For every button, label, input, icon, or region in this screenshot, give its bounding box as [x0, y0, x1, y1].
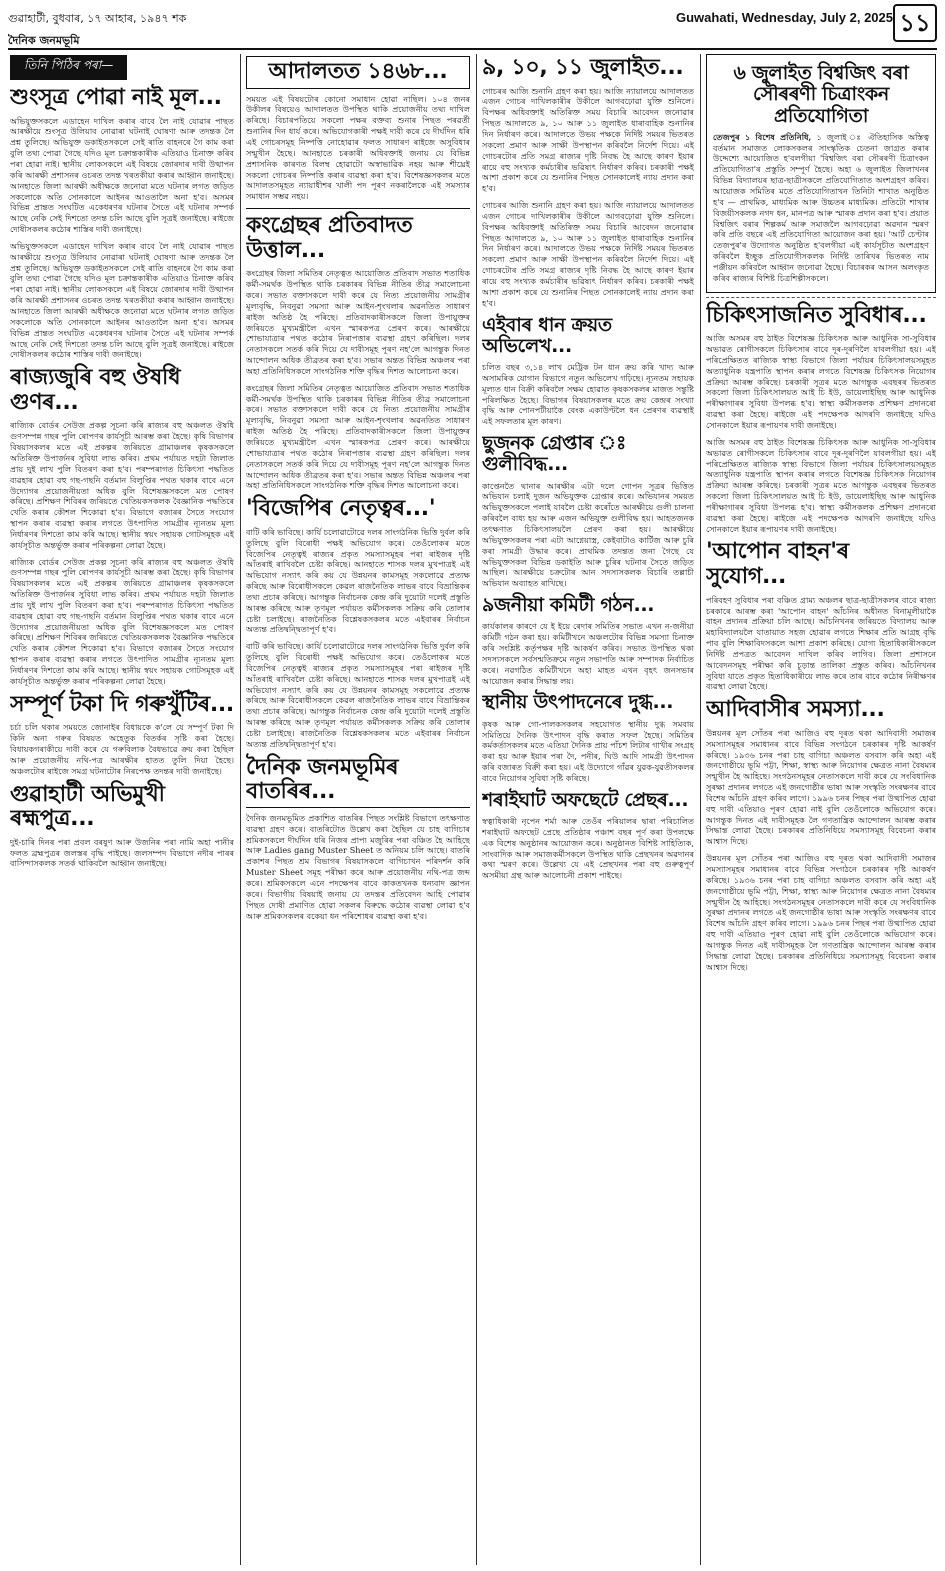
headline-col4-story1: ৬ জুলাইত বিশ্বজিৎ বৰা সৌৰৰণী চিত্ৰাংকন প্ৰতিযোগিতা [733, 62, 909, 127]
continued-kicker: তিনি পিঠিৰ পৰা— [10, 55, 127, 80]
article-body-col1-story1-cont: অভিযুক্তসকলে এডাহেন দাখিল কৰাৰ বাবে লৈ নাই যোৱাৰ পাছত আৰক্ষীয়ে শুংসূত্ৰ উলিয়াব নোৱাৰা ঘটনাই ঘোষণা আৰু তদন্তক লৈ প্ৰশ্ন তুলিছে। অভিযুক্ত ডকাইতসকলে সেই ৰাতি বাহনৰে গৈ কাম কৰা বুলি তথ্য পোৱা গৈছে যদিও মূল চক্ৰান্তকাৰীক এতিয়াও চিনাক্ত কৰিব পৰা হোৱা নাই। স্থানীয় লোকসকলে এই বিষয়ে জোৰদাৰ দাবী উত্থাপন কৰি আৰক্ষী প্ৰশাসনৰ ওচৰত তদন্ত খৰতকীয়া কৰাৰ আহ্বান জনাইছে। আনহাতে জিলা আৰক্ষী অধীক্ষকে জনোৱা মতে ঘটনাৰ লগত জড়িত সকলোকে অতি সোনকালে আইনৰ আওতালৈ অনা হ'ব। অসমৰ বিভিন্ন প্ৰান্তত সংঘটিত একেধৰণৰ ঘটনাৰ সৈতে এই ঘটনাৰ সম্পৰ্ক আছে নেকি সেই দিশতো তদন্ত চলি আছে বুলি সূত্ৰই জনাইছে। ৰাইজে দোষীসকলৰ কঠোৰ শাস্তিৰ দাবী জনাইছে। [10, 240, 234, 360]
column-divider-2 [476, 54, 477, 1565]
headline-col1-story4: গুৱাহাটী অভিমুখী ৰহ্মপুত্ৰ... [10, 781, 165, 832]
headline-col3-story6: শৰাইঘাট অফছেটে প্ৰেছৰ... [482, 788, 689, 811]
article-text-col4-story1: ১ জুলাই ঃ ঐতিহাসিক অস্তিত্ব বৰ্তমান সমাজত লোকসকলৰ সাংস্কৃতিক চেতনা জাগ্ৰত কৰাৰ উদ্দেশ্যে আয়োজিত হ'বলগীয়া 'বিশ্বজিৎ বৰা সৌৰৰণী চিত্ৰাংকন প্ৰতিযোগিতা'ৰ প্ৰস্তুতি সম্পূৰ্ণ হৈছে। অহা ৬ জুলাইত জিলাখনৰ বিভিন্ন বিদ্যালয়ৰ ছাত্ৰ-ছাত্ৰীসকলে প্ৰতিযোগিতাত অংশগ্ৰহণ কৰিব। আয়োজক সমিতিৰ মতে প্ৰতিযোগিতাখন তিনিটা শাখাত অনুষ্ঠিত হ'ব — প্ৰাথমিক, মাধ্যমিক আৰু উচ্চতৰ মাধ্যমিক। প্ৰতিটো শাখাৰ বিজয়ীসকলক নগদ ধন, মানপত্ৰ আৰু স্মাৰক প্ৰদান কৰা হ'ব। প্ৰয়াত বিশ্বজিৎ বৰাৰ শিল্পকৰ্ম আৰু সমাজলৈ আগবঢ়োৱা অৱদান স্মৰণ কৰি প্ৰতি বছৰে এই প্ৰতিযোগিতা আয়োজন কৰা হয়। 'আৰ্ট চেণ্টাৰ তেজপুৰ'ৰ উদ্যোগত অনুষ্ঠিত হ'বলগীয়া এই কাৰ্যসূচীত অংশগ্ৰহণ কৰিবলৈ ইচ্ছুক প্ৰতিযোগীসকলক নিৰ্দিষ্ট তাৰিখৰ ভিতৰত নাম পঞ্জীয়ন কৰিবলৈ আহ্বান জনোৱা হৈছে। বিচাৰকৰ আসন অলংকৃত কৰিব ৰাজ্যৰ বিশিষ্ট চিত্ৰশিল্পীসকলে। [713, 131, 930, 283]
article-body-col4-story4-cont: উন্নয়নৰ মূল সোঁতৰ পৰা আজিও বহু দূৰত থকা আদিবাসী সমাজৰ সমস্যাসমূহৰ সমাধানৰ বাবে বিভিন্ন সংগঠনে চৰকাৰৰ দৃষ্টি আকৰ্ষণ কৰিছে। ১৯৩৬ চনৰ পৰা চাহ বাগিচা অঞ্চলত বসবাস কৰি অহা এই জনগোষ্ঠীয়ে ভূমি পট্টা, শিক্ষা, স্বাস্থ্য আৰু নিয়োগৰ ক্ষেত্ৰত নানা বৈষম্যৰ সন্মুখীন হৈ আহিছে। সংগঠনসমূহৰ নেতাসকলে দাবী কৰে যে সংবিধানিক সুৰক্ষা প্ৰদানৰ লগতে এই জনগোষ্ঠীৰ ভাষা আৰু সংস্কৃতি সংৰক্ষণৰ বাবে বিশেষ আঁচনি গ্ৰহণ কৰিব লাগে। ১৯৯৬ চনৰ পিছৰ পৰা উত্থাপিত হোৱা বহু দাবী এতিয়াও পূৰণ হোৱা নাই বুলি তেওঁলোকে অভিযোগ কৰে। আগন্তুক দিনত এই দাবীসমূহক লৈ গণতান্ত্ৰিক আন্দোলন আৰম্ভ কৰাৰ সিদ্ধান্ত লোৱা হৈছে। চৰকাৰৰ প্ৰতিনিধিয়ে সমস্যাসমূহ বিবেচনা কৰাৰ আশ্বাস দিছে। [706, 853, 936, 972]
article-body-col1-story1: অভিযুক্তসকলে এডাহেন দাখিল কৰাৰ বাবে লৈ নাই যোৱাৰ পাছত আৰক্ষীয়ে শুংসূত্ৰ উলিয়াব নোৱাৰা ঘটনাই ঘোষণা আৰু তদন্তক লৈ প্ৰশ্ন তুলিছে। অভিযুক্ত ডকাইতসকলে সেই ৰাতি বাহনৰে গৈ কাম কৰা বুলি তথ্য পোৱা গৈছে যদিও মূল চক্ৰান্তকাৰীক এতিয়াও চিনাক্ত কৰিব পৰা হোৱা নাই। স্থানীয় লোকসকলে এই বিষয়ে জোৰদাৰ দাবী উত্থাপন কৰি আৰক্ষী প্ৰশাসনৰ ওচৰত তদন্ত খৰতকীয়া কৰাৰ আহ্বান জনাইছে। আনহাতে জিলা আৰক্ষী অধীক্ষকে জনোৱা মতে ঘটনাৰ লগত জড়িত সকলোকে অতি সোনকালে আইনৰ আওতালৈ অনা হ'ব। অসমৰ বিভিন্ন প্ৰান্তত সংঘটিত একেধৰণৰ ঘটনাৰ সৈতে এই ঘটনাৰ সম্পৰ্ক আছে নেকি সেই দিশতো তদন্ত চলি আছে বুলি সূত্ৰই জনাইছে। ৰাইজে দোষীসকলৰ কঠোৰ শাস্তিৰ দাবী জনাইছে। [10, 115, 234, 235]
article-body-col1-story2: ৰাজ্যিক বোৰ্ডৰ সেউজ প্ৰকল্প সূচনা কৰি ৰাজ্যৰ বহু অঞ্চলত ঔষধি গুণসম্পন্ন গছৰ পুলি ৰোপণৰ কাৰ্যসূচী আৰম্ভ কৰা হৈছে। কৃষি বিভাগৰ বিষয়াসকলৰ মতে এই প্ৰকল্পৰ জৰিয়তে গ্ৰামাঞ্চলৰ কৃষকসকলে অতিৰিক্ত উপাৰ্জনৰ সুবিধা লাভ কৰিব। প্ৰথম পৰ্যায়ত দহটা জিলাত প্ৰায় দুই লাখ পুলি বিতৰণ কৰা হ'ব। পৰম্পৰাগত চিকিৎসা পদ্ধতিত ব্যৱহাৰ হোৱা বহু গছ-গছনি বৰ্তমান বিলুপ্তিৰ পথত থকাৰ বাবে এনে উদ্যোগৰ প্ৰয়োজনীয়তা অধিক বুলি বিশেষজ্ঞসকলে মত পোষণ কৰিছে। প্ৰশিক্ষণ শিবিৰৰ জৰিয়তে খেতিয়কসকলক বৈজ্ঞানিক পদ্ধতিৰে খেতি কৰাৰ কৌশল শিকোৱা হ'ব। বিভাগে বজাৰৰ সৈতে সংযোগ স্থাপন কৰাৰ ব্যৱস্থা কৰাৰ লগতে উৎপাদিত সামগ্ৰীৰ ন্যূনতম মূল্য নিৰ্ধাৰণৰ দিশতো কাম কৰি আছে। স্থানীয় স্বয়ং সহায়ক গোটসমূহক এই কাৰ্যসূচীত অন্তৰ্ভুক্ত কৰাৰ পৰিকল্পনা লোৱা হৈছে। [10, 420, 234, 550]
page-number: ১১ [893, 4, 937, 42]
article-body-col2-story3-cont: বাটি কৰি ভাবিছে। কাৰ্যি চলোৱাটোৱে দলৰ সাংগঠনিক ভিত্তি দুৰ্বল কৰি তুলিছে বুলি বিৰোধী পক্ষই অভিযোগ কৰে। তেওঁলোকৰ মতে বিজেপিৰ নেতৃত্বই ৰাজ্যৰ প্ৰকৃত সমস্যাসমূহৰ পৰা ৰাইজৰ দৃষ্টি আঁতৰাই ৰাখিবলৈ চেষ্টা কৰিছে। আনহাতে শাসক দলৰ মুখপাত্ৰই এই অভিযোগ নস্যাৎ কৰি কয় যে উন্নয়নৰ কামসমূহ সকলোৱে প্ৰত্যক্ষ কৰিছে আৰু বিৰোধীসকলে কেৱল ৰাজনৈতিক লাভৰ বাবে বিভ্ৰান্তিকৰ তথ্য প্ৰচাৰ কৰিছে। আগন্তুক নিৰ্বাচনক কেন্দ্ৰ কৰি দুয়োটা দলেই প্ৰস্তুতি আৰম্ভ কৰিছে আৰু তৃণমূল পৰ্যায়ত কৰ্মীসকলক সক্ৰিয় কৰি তোলাৰ চেষ্টা চলাইছে। ৰাজনৈতিক বিশ্লেষকসকলৰ মতে এইবাৰৰ নিৰ্বাচন অত্যন্ত প্ৰতিদ্বন্দ্বিতাপূৰ্ণ হ'ব। [246, 641, 470, 749]
masthead [8, 4, 937, 48]
headline-col1-story1: শুংসূত্ৰ পোৱা নাই মূল... [10, 85, 222, 110]
article-body-col3-story2: চলিত বছৰ ৩,১৪ লাখ মেট্ৰিক টন ধান ক্ৰয় কৰি খাদ্য আৰু অসামৰিক যোগান বিভাগে নতুন অভিলেখ গঢ়িছে। ন্যূনতম সহায়ক মূল্যত ধান বিক্ৰী কৰিবলৈ সক্ষম হোৱাত কৃষকসকলৰ মাজত সন্তুষ্টি পৰিলক্ষিত হৈছে। বিভাগৰ বিষয়াসকলৰ মতে ক্ৰয় কেন্দ্ৰৰ সংখ্যা বৃদ্ধি আৰু পোনপটীয়াকৈ বেংক একাউণ্টলৈ ধন প্ৰেৰণৰ ব্যৱস্থাই এই সফলতাৰ মূল কাৰণ। [482, 362, 694, 427]
column-2 [246, 54, 470, 1565]
column-4 [706, 54, 936, 1565]
article-body-col3-story1-cont: গোচৰৰ আজি শুনানি গ্ৰহণ কৰা হয়। আজি ন্যায়ালয়ে আদালতত এজন গোচৰ দাখিলকাৰীৰ উকীলে আগবঢ়োৱা যুক্তি শুনিলে। বিপক্ষৰ অধিবক্তাই অতিৰিক্ত সময় বিচাৰি আবেদন জনোৱাৰ পিছত আদালতে ৯, ১০ আৰু ১১ জুলাইত ধাৰাবাহিক শুনানিৰ দিন নিৰ্ধাৰণ কৰে। আদালতে উভয় পক্ষকে নিৰ্দিষ্ট সময়ৰ ভিতৰত সকলো প্ৰমাণ আৰু সাক্ষী উপস্থাপন কৰিবলৈ নিৰ্দেশ দিয়ে। এই গোচৰটোৰ প্ৰতি সমগ্ৰ ৰাজ্যৰ দৃষ্টি নিবদ্ধ হৈ আছে কাৰণ ইয়াৰ ৰায়ে বহু সংখ্যক কৰ্মচাৰীৰ ভৱিষ্যৎ নিৰ্ধাৰণ কৰিব। চৰকাৰী পক্ষই আশা প্ৰকাশ কৰে যে শুনানিৰ পিছত সোনকালেই ন্যায় প্ৰদান কৰা হ'ব। [482, 200, 694, 308]
article-body-col3-story5: কৃষক আৰু গো-পালকসকলৰ সহযোগত স্থানীয় দুগ্ধ সমবায় সমিতিয়ে দৈনিক উৎপাদন বৃদ্ধি কৰাত সফল হৈছে। সমিতিৰ কৰ্মকৰ্তাসকলৰ মতে এতিয়া দৈনিক প্ৰায় পাঁচশ লিটাৰ গাখীৰ সংগ্ৰহ কৰা হয় আৰু ইয়াৰ পৰা দৈ, পনীৰ, ঘিউ আদি সামগ্ৰী উৎপাদন কৰি বজাৰত বিক্ৰী কৰা হয়। এই উদ্যোগে গাঁৱৰ যুৱক-যুৱতীসকলৰ বাবে নিয়োগৰ সুবিধা সৃষ্টি কৰিছে। [482, 718, 694, 783]
headline-col2-story1: আদালতত ১৪৬৮... [246, 56, 470, 89]
dotted-divider [706, 297, 936, 298]
article-body-col4-story4: উন্নয়নৰ মূল সোঁতৰ পৰা আজিও বহু দূৰত থকা আদিবাসী সমাজৰ সমস্যাসমূহৰ সমাধানৰ বাবে বিভিন্ন সংগঠনে চৰকাৰৰ দৃষ্টি আকৰ্ষণ কৰিছে। ১৯৩৬ চনৰ পৰা চাহ বাগিচা অঞ্চলত বসবাস কৰি অহা এই জনগোষ্ঠীয়ে ভূমি পট্টা, শিক্ষা, স্বাস্থ্য আৰু নিয়োগৰ ক্ষেত্ৰত নানা বৈষম্যৰ সন্মুখীন হৈ আহিছে। সংগঠনসমূহৰ নেতাসকলে দাবী কৰে যে সংবিধানিক সুৰক্ষা প্ৰদানৰ লগতে এই জনগোষ্ঠীৰ ভাষা আৰু সংস্কৃতি সংৰক্ষণৰ বাবে বিশেষ আঁচনি গ্ৰহণ কৰিব লাগে। ১৯৯৬ চনৰ পিছৰ পৰা উত্থাপিত হোৱা বহু দাবী এতিয়াও পূৰণ হোৱা নাই বুলি তেওঁলোকে অভিযোগ কৰে। আগন্তুক দিনত এই দাবীসমূহক লৈ গণতান্ত্ৰিক আন্দোলন আৰম্ভ কৰাৰ সিদ্ধান্ত লোৱা হৈছে। চৰকাৰৰ প্ৰতিনিধিয়ে সমস্যাসমূহ বিবেচনা কৰাৰ আশ্বাস দিছে। [706, 727, 936, 847]
masthead-date-assamese: গুৱাহাটী, বুধবাৰ, ১৭ আহাৰ, ১৯৪৭ শক [8, 12, 187, 25]
masthead-brand: দৈনিক জনমভূমি [8, 34, 80, 47]
headline-col2-story4: দৈনিক জনমভূমিৰ বাতৰিৰ... [246, 756, 470, 808]
article-body-col1-story2-cont: ৰাজ্যিক বোৰ্ডৰ সেউজ প্ৰকল্প সূচনা কৰি ৰাজ্যৰ বহু অঞ্চলত ঔষধি গুণসম্পন্ন গছৰ পুলি ৰোপণৰ কাৰ্যসূচী আৰম্ভ কৰা হৈছে। কৃষি বিভাগৰ বিষয়াসকলৰ মতে এই প্ৰকল্পৰ জৰিয়তে গ্ৰামাঞ্চলৰ কৃষকসকলে অতিৰিক্ত উপাৰ্জনৰ সুবিধা লাভ কৰিব। প্ৰথম পৰ্যায়ত দহটা জিলাত প্ৰায় দুই লাখ পুলি বিতৰণ কৰা হ'ব। পৰম্পৰাগত চিকিৎসা পদ্ধতিত ব্যৱহাৰ হোৱা বহু গছ-গছনি বৰ্তমান বিলুপ্তিৰ পথত থকাৰ বাবে এনে উদ্যোগৰ প্ৰয়োজনীয়তা অধিক বুলি বিশেষজ্ঞসকলে মত পোষণ কৰিছে। প্ৰশিক্ষণ শিবিৰৰ জৰিয়তে খেতিয়কসকলক বৈজ্ঞানিক পদ্ধতিৰে খেতি কৰাৰ কৌশল শিকোৱা হ'ব। বিভাগে বজাৰৰ সৈতে সংযোগ স্থাপন কৰাৰ ব্যৱস্থা কৰাৰ লগতে উৎপাদিত সামগ্ৰীৰ ন্যূনতম মূল্য নিৰ্ধাৰণৰ দিশতো কাম কৰি আছে। স্থানীয় স্বয়ং সহায়ক গোটসমূহক এই কাৰ্যসূচীত অন্তৰ্ভুক্ত কৰাৰ পৰিকল্পনা লোৱা হৈছে। [10, 556, 234, 686]
headline-col3-story5: স্থানীয় উৎপাদনেৰে দুগ্ধ... [482, 691, 674, 714]
column-divider-3 [700, 54, 701, 1565]
headline-col3-story1: ৯, ১০, ১১ জুলাইত... [482, 55, 684, 80]
article-body-col3-story1: গোচৰৰ আজি শুনানি গ্ৰহণ কৰা হয়। আজি ন্যায়ালয়ে আদালতত এজন গোচৰ দাখিলকাৰীৰ উকীলে আগবঢ়োৱা যুক্তি শুনিলে। বিপক্ষৰ অধিবক্তাই অতিৰিক্ত সময় বিচাৰি আবেদন জনোৱাৰ পিছত আদালতে ৯, ১০ আৰু ১১ জুলাইত ধাৰাবাহিক শুনানিৰ দিন নিৰ্ধাৰণ কৰে। আদালতে উভয় পক্ষকে নিৰ্দিষ্ট সময়ৰ ভিতৰত সকলো প্ৰমাণ আৰু সাক্ষী উপস্থাপন কৰিবলৈ নিৰ্দেশ দিয়ে। এই গোচৰটোৰ প্ৰতি সমগ্ৰ ৰাজ্যৰ দৃষ্টি নিবদ্ধ হৈ আছে কাৰণ ইয়াৰ ৰায়ে বহু সংখ্যক কৰ্মচাৰীৰ ভৱিষ্যৎ নিৰ্ধাৰণ কৰিব। চৰকাৰী পক্ষই আশা প্ৰকাশ কৰে যে শুনানিৰ পিছত সোনকালেই ন্যায় প্ৰদান কৰা হ'ব। [482, 85, 694, 194]
article-body-col4-story3: পৰিবহণ সুবিধাৰ পৰা বঞ্চিত গ্ৰাম্য অঞ্চলৰ ছাত্ৰ-ছাত্ৰীসকলৰ বাবে ৰাজ্য চৰকাৰে আৰম্ভ কৰা 'আপোন বাহন' আঁচনিৰ অধীনত বিনামূলীয়াকৈ বাহন প্ৰদানৰ প্ৰক্ৰিয়া চলি আছে। আঁচনিখনৰ জৰিয়তে বিদ্যালয় আৰু মহাবিদ্যালয়লৈ যাতায়াত সহজ হোৱাৰ লগতে শিক্ষাৰ প্ৰতি আগ্ৰহ বৃদ্ধি পাব বুলি শিক্ষাবিদসকলে আশা প্ৰকাশ কৰিছে। যোগ্য হিতাধিকাৰীসকলে নিৰ্দিষ্ট প্ৰপত্ৰত আবেদন দাখিল কৰিব লাগিব। জিলা প্ৰশাসনে আবেদনসমূহ পৰীক্ষা কৰি চূড়ান্ত তালিকা প্ৰস্তুত কৰিব। আঁচনিখনৰ সুবিধা যাতে প্ৰকৃত হিতাধিকাৰীয়ে লাভ কৰে তাৰ বাবে কঠোৰ নিৰীক্ষণৰ ব্যৱস্থা লোৱা হৈছে। [706, 594, 936, 692]
article-body-col2-story4: দৈনিক জনমভূমিত প্ৰকাশিত বাতৰিৰ পিছত সংশ্লিষ্ট বিভাগে তৎক্ষণাত ব্যৱস্থা গ্ৰহণ কৰে। বাতৰিটোত উল্লেখ কৰা হৈছিল যে চাহ বাগিচাৰ শ্ৰমিকসকলে দীৰ্ঘদিন ধৰি নিজৰ প্ৰাপ্য মজুৰিৰ পৰা বঞ্চিত হৈ আহিছে আৰু Ladies gang Muster Sheet ত অনিয়ম চলি আছে। বাতৰি প্ৰকাশৰ পিছত শ্ৰম বিভাগৰ বিষয়াসকলে বাগিচাখন পৰিদৰ্শন কৰি Muster Sheet সমূহ পৰীক্ষা কৰে আৰু প্ৰয়োজনীয় নথি-পত্ৰ জব্দ কৰে। শ্ৰমিকসকলে এনে পদক্ষেপৰ বাবে কাকতখনক ধন্যবাদ জ্ঞাপন কৰে। বিভাগীয় বিষয়াই জনায় যে তদন্তৰ প্ৰতিবেদন আহি পোৱাৰ পিছত দোষী প্ৰমাণিত হোৱা সকলৰ বিৰুদ্ধে কঠোৰ ব্যৱস্থা লোৱা হ'ব আৰু শ্ৰমিকসকলৰ বকেয়া ধন পৰিশোধৰ ব্যৱস্থা কৰা হ'ব। [246, 812, 470, 921]
article-body-col3-story6: স্বত্বাধিকাৰী নৃপেন শৰ্মা আৰু তেওঁৰ পৰিয়ালৰ দ্বাৰা পৰিচালিত শৰাইঘাট অফছেট প্ৰেছে প্ৰতিষ্ঠাৰ পঞ্চাশ বছৰ পূৰ্ণ কৰা উপলক্ষে এক বিশেষ অনুষ্ঠানৰ আয়োজন কৰে। অনুষ্ঠানত বিশিষ্ট সাহিত্যিক, সাংবাদিক আৰু সমাজকৰ্মীসকলে উপস্থিত থাকি প্ৰেছখনৰ অৱদানৰ কথা স্মৰণ কৰে। উল্লেখ্য যে এই প্ৰেছখনৰ পৰা বহু গুৰুত্বপূৰ্ণ অসমীয়া গ্ৰন্থ আৰু আলোচনী প্ৰকাশ পাইছে। [482, 815, 694, 881]
article-body-col4-story2-cont: আজি অসমৰ বহু ঠাইত বিশেষজ্ঞ চিকিৎসক আৰু আধুনিক সা-সুবিধাৰ অভাৱত ৰোগীসকলে চিকিৎসাৰ বাবে দূৰ-দূৰণিলৈ যাবলগীয়া হয়। এই পৰিপ্ৰেক্ষিতত ৰাজ্যিক স্বাস্থ্য বিভাগে জিলা পৰ্যায়ৰ চিকিৎসালয়সমূহত অত্যাধুনিক যন্ত্ৰপাতি স্থাপন কৰাৰ লগতে বিশেষজ্ঞ চিকিৎসক নিয়োগৰ প্ৰক্ৰিয়া আৰম্ভ কৰিছে। চৰকাৰী সূত্ৰৰ মতে আগন্তুক এবছৰৰ ভিতৰত সকলো জিলা চিকিৎসালয়ত আই চি ইউ, ডায়েলাইছিছ আৰু আধুনিক পৰীক্ষাগাৰৰ সুবিধা উপলব্ধ হ'ব। স্বাস্থ্য কৰ্মীসকলক প্ৰশিক্ষণ প্ৰদানৰো ব্যৱস্থা কৰা হৈছে। ৰাইজে এই পদক্ষেপক আদৰণি জনাইছে যদিও সোনকালে ইয়াৰ ৰূপায়ণৰ দাবী জনাইছে। [706, 436, 936, 534]
masthead-date-english: Guwahati, Wednesday, July 2, 2025 [676, 10, 893, 25]
article-body-col1-story3: চৰ্চা চলি থকাৰ সময়তে জোনাইৰ বিধায়কে ক'লে যে সম্পূৰ্ণ টকা দি কিনি অনা গৰুৰ বিষয়ত অহেতুক বিতৰ্কৰ সৃষ্টি কৰা হৈছে। বিধায়কগৰাকীয়ে দাবী কৰে যে গৰুবিলাক বৈধভাৱে ক্ৰয় কৰা হৈছিল আৰু প্ৰয়োজনীয় নথি-পত্ৰ আৰক্ষীৰ হাতত তুলি দিয়া হৈছে। অঞ্চলটোৰ ৰাইজে সমগ্ৰ ঘটনাটোৰ নিৰপেক্ষ তদন্তৰ দাবী জনাইছে। [10, 722, 234, 776]
article-body-col1-story4: দুই-চাৰি দিনৰ পৰা প্ৰবল বৰষুণ আৰু উজনিৰ পৰা নামি অহা পানীৰ ফলত ব্ৰহ্মপুত্ৰৰ জলস্তৰ বৃদ্ধি পাইছে। জলসম্পদ বিভাগে নদীৰ পাৰৰ বাসিন্দাসকলক সতৰ্ক থাকিবলৈ আহ্বান জনাইছে। [10, 836, 234, 869]
article-body-col4-story1 [713, 132, 929, 284]
column-1 [10, 54, 234, 1565]
headline-col3-story3: ছুজনক গ্ৰেপ্তাৰ ঃ গুলীবিদ্ধ... [482, 432, 627, 476]
article-body-col2-story1: সময়ত এই বিষয়টোৰ কোনো সমাধান হোৱা নাছিল। ১০৪ জনৰ উকীলৰ বিষয়েও আদালতত উপস্থিত থাকি প্ৰয়োজনীয় তথ্য দাখিল কৰিছে। বিচাৰপতিয়ে সকলো পক্ষৰ বক্তব্য শুনাৰ পিছত পৰৱৰ্তী শুনানিৰ দিন ধাৰ্য কৰে। অভিযোগকাৰী পক্ষই দাবী কৰে যে দীৰ্ঘদিন ধৰি এই গোচৰসমূহ নিষ্পত্তি নোহোৱাৰ ফলত সাধাৰণ ৰাইজে অসুবিধাৰ সন্মুখীন হৈছে। আনহাতে চৰকাৰী অধিবক্তাই জনায় যে বিভিন্ন প্ৰশাসনিক কাৰণত বিলম্ব হোৱাটো অস্বাভাৱিক নহয় আৰু শীঘ্ৰেই সকলো গোচৰৰ নিষ্পত্তি কৰাৰ ব্যৱস্থা কৰা হ'ব। বিশেষজ্ঞসকলৰ মতে আদালতসমূহত ন্যায়াধীশৰ খালী পদ পূৰণ নকৰালৈকে এই সমস্যাৰ সমাধান সম্ভৱ নহয়। [246, 93, 470, 202]
headline-col1-story2: ৰাজ্যজুৰি বহু ঔষধি গুণৰ... [10, 365, 181, 415]
headline-col2-story2: কংগ্ৰেছৰ প্ৰতিবাদত উত্তাল... [246, 213, 413, 263]
article-body-col3-story4: কাৰ্যকালৰ কাৰণে যে ই ইয়ে ৰেদাৰ সমিতিৰ সভাত এখন ন-জনীয়া কমিটী গঠন কৰা হয়। কমিটীখনে অঞ্চলটোৰ বিভিন্ন সমস্যা চিনাক্ত কৰি সংশ্লিষ্ট কৰ্তৃপক্ষৰ দৃষ্টি আকৰ্ষণ কৰিব। সভাত উপস্থিত থকা সদস্যসকলে সৰ্বসন্মতিক্ৰমে নতুন সভাপতি আৰু সম্পাদক নিৰ্বাচিত কৰে। নৱগঠিত কমিটীখনে অহা মাহত এখন বৃহৎ জনসভাৰ আয়োজন কৰাৰ সিদ্ধান্ত লয়। [482, 621, 694, 686]
headline-col2-story3: 'বিজেপিৰ নেতৃত্বৰ...' [246, 496, 436, 522]
masthead-rule [8, 48, 937, 50]
section-rule [246, 208, 470, 209]
article-body-col2-story3: বাটি কৰি ভাবিছে। কাৰ্যি চলোৱাটোৱে দলৰ সাংগঠনিক ভিত্তি দুৰ্বল কৰি তুলিছে বুলি বিৰোধী পক্ষই অভিযোগ কৰে। তেওঁলোকৰ মতে বিজেপিৰ নেতৃত্বই ৰাজ্যৰ প্ৰকৃত সমস্যাসমূহৰ পৰা ৰাইজৰ দৃষ্টি আঁতৰাই ৰাখিবলৈ চেষ্টা কৰিছে। আনহাতে শাসক দলৰ মুখপাত্ৰই এই অভিযোগ নস্যাৎ কৰি কয় যে উন্নয়নৰ কামসমূহ সকলোৱে প্ৰত্যক্ষ কৰিছে আৰু বিৰোধীসকলে কেৱল ৰাজনৈতিক লাভৰ বাবে বিভ্ৰান্তিকৰ তথ্য প্ৰচাৰ কৰিছে। আগন্তুক নিৰ্বাচনক কেন্দ্ৰ কৰি দুয়োটা দলেই প্ৰস্তুতি আৰম্ভ কৰিছে আৰু তৃণমূল পৰ্যায়ত কৰ্মীসকলক সক্ৰিয় কৰি তোলাৰ চেষ্টা চলাইছে। ৰাজনৈতিক বিশ্লেষকসকলৰ মতে এইবাৰৰ নিৰ্বাচন অত্যন্ত প্ৰতিদ্বন্দ্বিতাপূৰ্ণ হ'ব। [246, 526, 470, 635]
dateline: তেজপুৰ ১ বিশেষ প্ৰতিনিধি, [713, 131, 812, 142]
article-body-col2-story2-cont: কংগ্ৰেছৰ জিলা সমিতিৰ নেতৃত্বত আয়োজিত প্ৰতিবাদ সভাত শতাধিক কৰ্মী-সমৰ্থক উপস্থিত থাকি চৰকাৰৰ বিভিন্ন নীতিৰ তীব্ৰ সমালোচনা কৰে। সভাত বক্তাসকলে দাবী কৰে যে নিত্য প্ৰয়োজনীয় সামগ্ৰীৰ মূল্যবৃদ্ধি, নিবনুৱা সমস্যা আৰু আইন-শৃংখলাৰ অৱনতিত সাধাৰণ ৰাইজ অতিষ্ঠ হৈ পৰিছে। প্ৰতিবাদকাৰীসকলে জিলা উপায়ুক্তৰ জৰিয়তে মুখ্যমন্ত্ৰীলৈ এখন স্মাৰকপত্ৰ প্ৰেৰণ কৰে। আৰক্ষীয়ে শোভাযাত্ৰাৰ পথত কঠোৰ নিৰাপত্তাৰ ব্যৱস্থা গ্ৰহণ কৰিছিল। দলৰ নেতাসকলে সতৰ্ক কৰি দিয়ে যে দাবীসমূহ পূৰণ নহ'লে আগন্তুক দিনত আন্দোলন অধিক তীব্ৰতৰ কৰা হ'ব। সভাৰ অন্তত বিভিন্ন অঞ্চলৰ পৰা অহা প্ৰতিনিধিসকলে সাংগঠনিক শক্তি বৃদ্ধিৰ দিশত আলোচনা কৰে। [246, 382, 470, 491]
headline-col4-story2: চিকিৎসাজনিত সুবিধাৰ... [706, 302, 927, 328]
headline-col4-story3: 'আপোন বাহন'ৰ সুযোগ... [706, 539, 849, 590]
boxed-story-competition [706, 54, 936, 293]
article-body-col3-story3: কাপ্তেনতৈ থানাৰ আৰক্ষীৰ এটা দলে গোপন সূত্ৰৰ ভিত্তিত অভিযান চলাই দুজন অভিযুক্তক গ্ৰেপ্তাৰ কৰে। অভিযানৰ সময়ত অভিযুক্তসকলে পলাই যাবলৈ চেষ্টা কৰোঁতে আৰক্ষীয়ে গুলী চালনা কৰিবলৈ বাধ্য হয় আৰু এজন অভিযুক্ত গুলীবিদ্ধ হয়। আহতজনক তৎক্ষণাত চিকিৎসালয়লৈ প্ৰেৰণ কৰা হয়। আৰক্ষীয়ে অভিযুক্তসকলৰ পৰা এটা আগ্নেয়াস্ত্ৰ, কেইবাটাও কাৰ্টিজ আৰু চুৰি কৰা সামগ্ৰী উদ্ধাৰ কৰে। প্ৰাথমিক তদন্তত জনা গৈছে যে অভিযুক্তসকল বিভিন্ন ডকাইতি আৰু চুৰিৰ ঘটনাৰ সৈতে জড়িত আছিল। আৰক্ষীয়ে চক্ৰটোৰ আন সদস্যসকলক বিচাৰি তল্লাচী অভিযান অব্যাহত ৰাখিছে। [482, 480, 694, 589]
article-body-col4-story2: আজি অসমৰ বহু ঠাইত বিশেষজ্ঞ চিকিৎসক আৰু আধুনিক সা-সুবিধাৰ অভাৱত ৰোগীসকলে চিকিৎসাৰ বাবে দূৰ-দূৰণিলৈ যাবলগীয়া হয়। এই পৰিপ্ৰেক্ষিতত ৰাজ্যিক স্বাস্থ্য বিভাগে জিলা পৰ্যায়ৰ চিকিৎসালয়সমূহত অত্যাধুনিক যন্ত্ৰপাতি স্থাপন কৰাৰ লগতে বিশেষজ্ঞ চিকিৎসক নিয়োগৰ প্ৰক্ৰিয়া আৰম্ভ কৰিছে। চৰকাৰী সূত্ৰৰ মতে আগন্তুক এবছৰৰ ভিতৰত সকলো জিলা চিকিৎসালয়ত আই চি ইউ, ডায়েলাইছিছ আৰু আধুনিক পৰীক্ষাগাৰৰ সুবিধা উপলব্ধ হ'ব। স্বাস্থ্য কৰ্মীসকলক প্ৰশিক্ষণ প্ৰদানৰো ব্যৱস্থা কৰা হৈছে। ৰাইজে এই পদক্ষেপক আদৰণি জনাইছে যদিও সোনকালে ইয়াৰ ৰূপায়ণৰ দাবী জনাইছে। [706, 333, 936, 430]
headline-col3-story2: এইবাৰ ধান ক্ৰয়ত অভিলেখ... [482, 313, 612, 357]
headline-col3-story4: ৯জনীয়া কমিটী গঠন... [482, 594, 655, 617]
article-body-col2-story2: কংগ্ৰেছৰ জিলা সমিতিৰ নেতৃত্বত আয়োজিত প্ৰতিবাদ সভাত শতাধিক কৰ্মী-সমৰ্থক উপস্থিত থাকি চৰকাৰৰ বিভিন্ন নীতিৰ তীব্ৰ সমালোচনা কৰে। সভাত বক্তাসকলে দাবী কৰে যে নিত্য প্ৰয়োজনীয় সামগ্ৰীৰ মূল্যবৃদ্ধি, নিবনুৱা সমস্যা আৰু আইন-শৃংখলাৰ অৱনতিত সাধাৰণ ৰাইজ অতিষ্ঠ হৈ পৰিছে। প্ৰতিবাদকাৰীসকলে জিলা উপায়ুক্তৰ জৰিয়তে মুখ্যমন্ত্ৰীলৈ এখন স্মাৰকপত্ৰ প্ৰেৰণ কৰে। আৰক্ষীয়ে শোভাযাত্ৰাৰ পথত কঠোৰ নিৰাপত্তাৰ ব্যৱস্থা গ্ৰহণ কৰিছিল। দলৰ নেতাসকলে সতৰ্ক কৰি দিয়ে যে দাবীসমূহ পূৰণ নহ'লে আগন্তুক দিনত আন্দোলন অধিক তীব্ৰতৰ কৰা হ'ব। সভাৰ অন্তত বিভিন্ন অঞ্চলৰ পৰা অহা প্ৰতিনিধিসকলে সাংগঠনিক শক্তি বৃদ্ধিৰ দিশত আলোচনা কৰে। [246, 268, 470, 376]
headline-col1-story3: সম্পূৰ্ণ টকা দি গৰুখুঁটিৰ... [10, 691, 234, 717]
column-3 [482, 54, 694, 1565]
column-divider-1 [240, 54, 241, 1565]
headline-col4-story4: আদিবাসীৰ সমস্যা... [706, 697, 885, 723]
